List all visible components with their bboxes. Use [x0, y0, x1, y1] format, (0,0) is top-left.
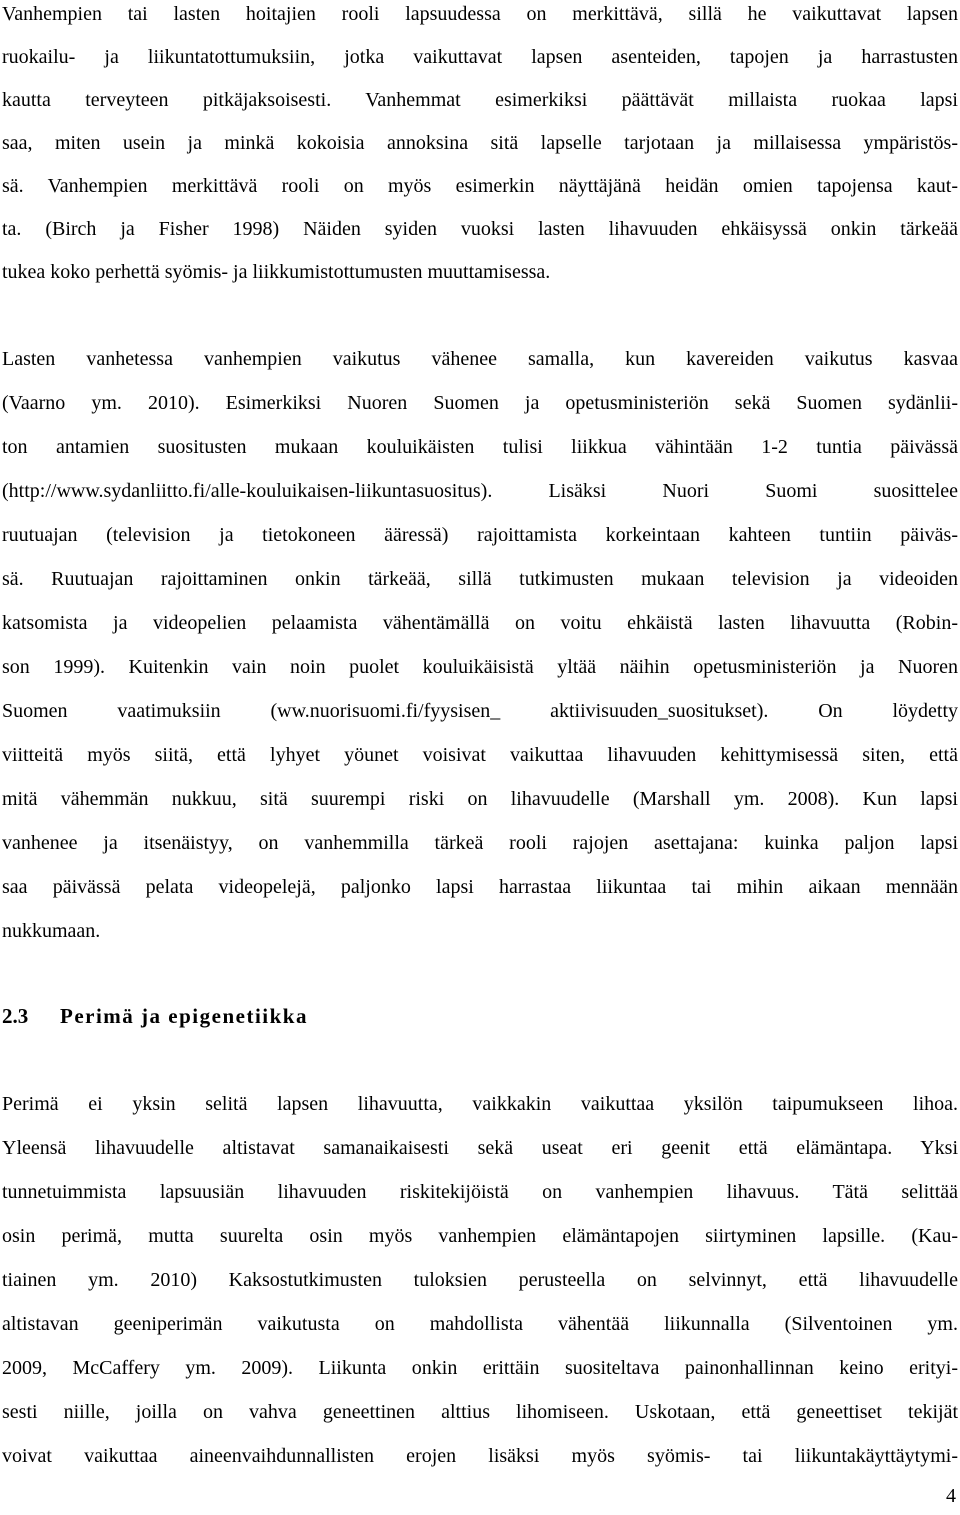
text-line: kautta terveyteen pitkäjaksoisesti. Vanhemmat esimerkiksi päättävät millaista ruokaa lapsi [2, 89, 958, 111]
text-line: osin perimä, mutta suurelta osin myös vanhempien elämäntapojen siirtyminen lapsille. (Kau- [2, 1225, 958, 1247]
section-number: 2.3 [2, 1004, 29, 1028]
text-line: (Vaarno ym. 2010). Esimerkiksi Nuoren Suomen ja opetusministeriön sekä Suomen sydänlii- [2, 392, 958, 414]
text-line: Lasten vanhetessa vanhempien vaikutus vähenee samalla, kun kavereiden vaikutus kasvaa [2, 348, 958, 370]
text-line: sä. Vanhempien merkittävä rooli on myös esimerkin näyttäjänä heidän omien tapojensa kaut- [2, 175, 958, 197]
text-line: nukkumaan. [2, 920, 101, 942]
text-line: saa päivässä pelata videopelejä, paljonko lapsi harrastaa liikuntaa tai mihin aikaan mennään [2, 876, 958, 898]
text-line: ruutuajan (television ja tietokoneen ääressä) rajoittamista korkeintaan kahteen tuntiin päiväs- [2, 524, 958, 546]
text-line: Vanhempien tai lasten hoitajien rooli lapsuudessa on merkittävä, sillä he vaikuttavat lapsen [2, 3, 958, 25]
text-line: sesti niille, joilla on vahva geneettinen alttius lihomiseen. Uskotaan, että geneettiset tekijät [2, 1401, 958, 1423]
text-line: sä. Ruutuajan rajoittaminen onkin tärkeää, sillä tutkimusten mukaan television ja videoiden [2, 568, 958, 590]
text-line: tunnetuimmista lapsuusiän lihavuuden riskitekijöistä on vanhempien lihavuus. Tätä selittää [2, 1181, 958, 1203]
text-line: ton antamien suositusten mukaan kouluikäisten tulisi liikkua vähintään 1-2 tuntia päivässä [2, 436, 958, 458]
text-line: vanhenee ja itsenäistyy, on vanhemmilla tärkeä rooli rajojen asettajana: kuinka paljon lapsi [2, 832, 958, 854]
text-line: katsomista ja videopelien pelaamista vähentämällä on voitu ehkäistä lasten lihavuutta (Robin- [2, 612, 958, 634]
text-line: (http://www.sydanliitto.fi/alle-kouluikaisen-liikuntasuositus). Lisäksi Nuori Suomi suosittelee [2, 480, 958, 502]
text-line: tiainen ym. 2010) Kaksostutkimusten tuloksien perusteella on selvinnyt, että lihavuudelle [2, 1269, 958, 1291]
text-line: ta. (Birch ja Fisher 1998) Näiden syiden vuoksi lasten lihavuuden ehkäisyssä onkin tärkeää [2, 218, 958, 240]
text-line: Perimä ei yksin selitä lapsen lihavuutta, vaikkakin vaikuttaa yksilön taipumukseen lihoa. [2, 1093, 958, 1115]
text-line: son 1999). Kuitenkin vain noin puolet kouluikäisistä yltää näihin opetusministeriön ja Nuoren [2, 656, 958, 678]
text-line: saa, miten usein ja minkä kokoisia annoksina sitä lapselle tarjotaan ja millaisessa ympäristös- [2, 132, 958, 154]
text-line: mitä vähemmän nukkuu, sitä suurempi riski on lihavuudelle (Marshall ym. 2008). Kun lapsi [2, 788, 958, 810]
text-line: voivat vaikuttaa aineenvaihdunnallisten erojen lisäksi myös syömis- tai liikuntakäyttäytymi- [2, 1445, 958, 1467]
text-line: tukea koko perhettä syömis- ja liikkumistottumusten muuttamisessa. [2, 261, 551, 283]
page-number: 4 [946, 1485, 956, 1507]
text-line: altistavan geeniperimän vaikutusta on mahdollista vähentää liikunnalla (Silventoinen ym. [2, 1313, 958, 1335]
text-line: viitteitä myös siitä, että lyhyet yöunet voisivat vaikuttaa lihavuuden kehittymisessä siten, että [2, 744, 958, 766]
text-line: ruokailu- ja liikuntatottumuksiin, jotka vaikuttavat lapsen asenteiden, tapojen ja harrastusten [2, 46, 958, 68]
text-line: Suomen vaatimuksiin (ww.nuorisuomi.fi/fyysisen_ aktiivisuuden_suositukset). On löydetty [2, 700, 958, 722]
section-heading [2, 1002, 308, 1030]
text-line: Yleensä lihavuudelle altistavat samanaikaisesti sekä useat eri geenit että elämäntapa. Yksi [2, 1137, 958, 1159]
text-line: 2009, McCaffery ym. 2009). Liikunta onkin erittäin suositeltava painonhallinnan keino erityi- [2, 1357, 958, 1379]
section-title: Perimä ja epigenetiikka [60, 1004, 308, 1028]
